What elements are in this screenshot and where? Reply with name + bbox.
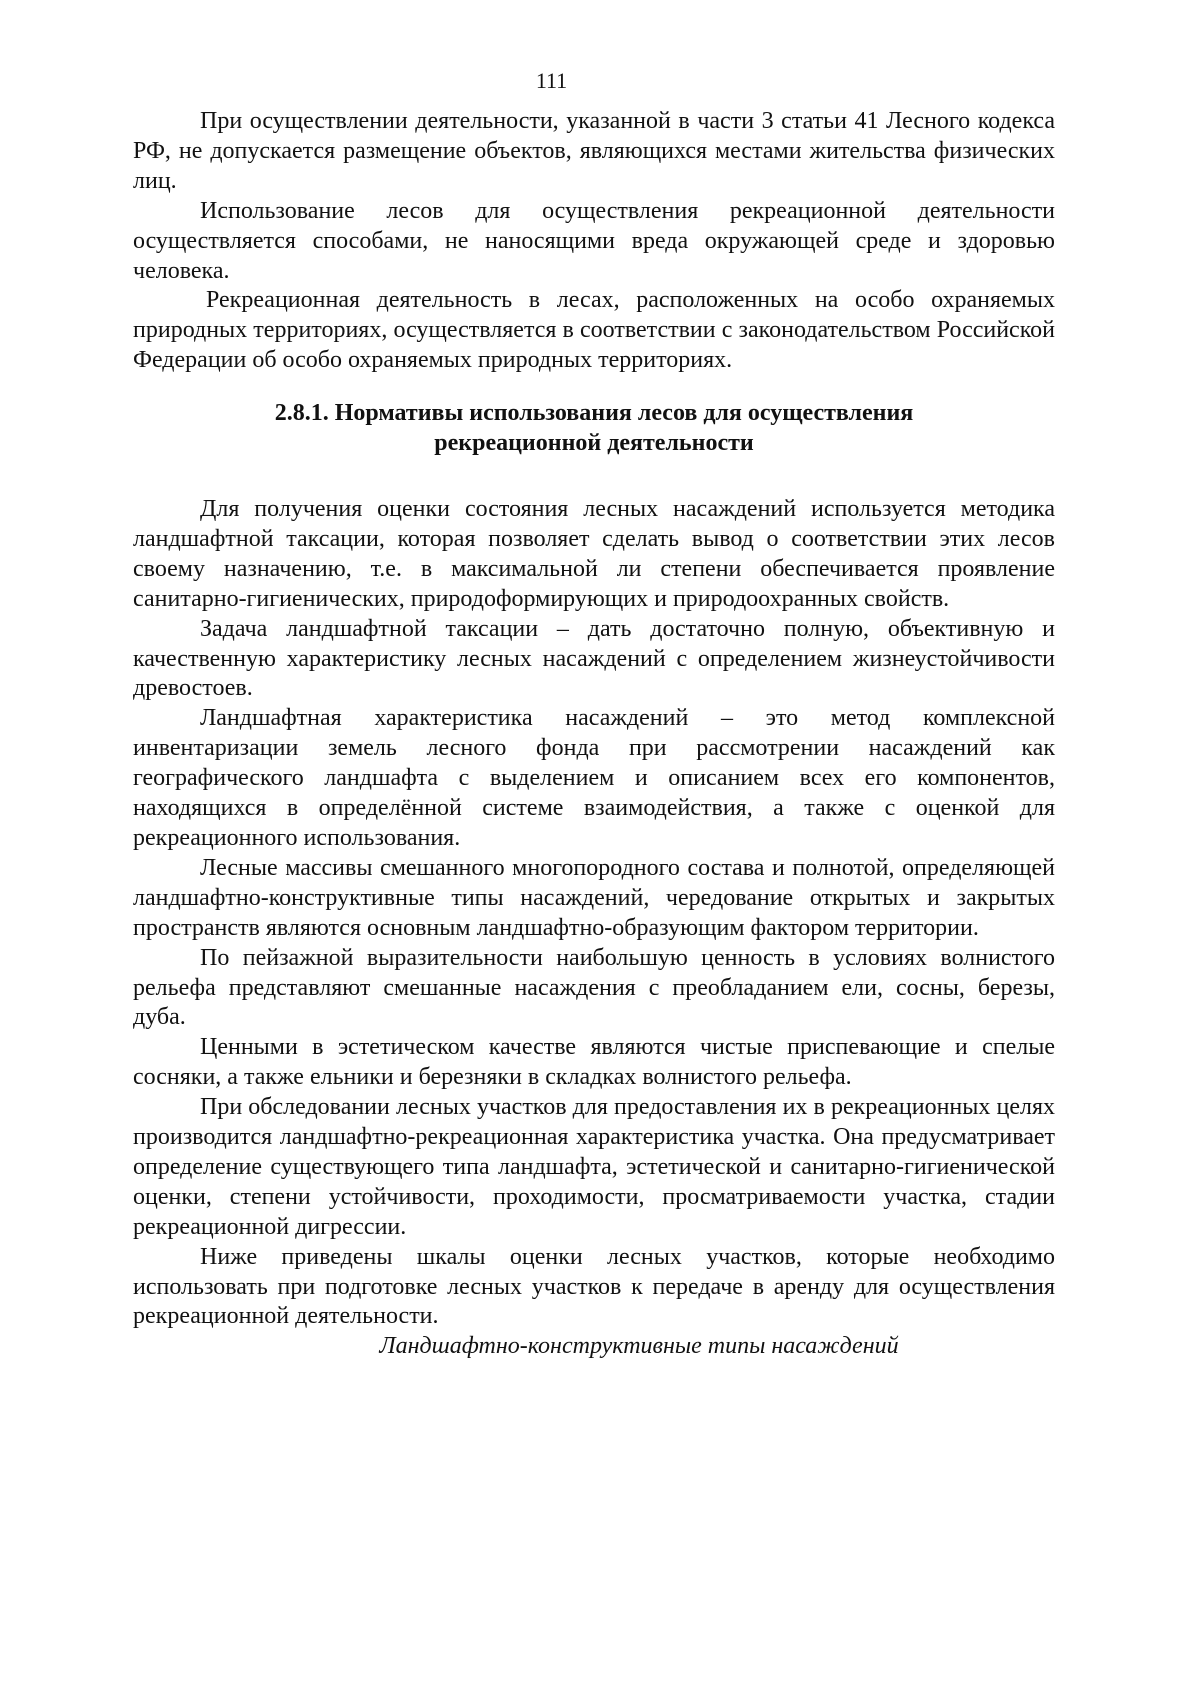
section-heading xyxy=(133,398,1055,458)
paragraph: Использование лесов для осуществления рекреационной деятельности осуществляется способами, не наносящими вреда окружающей среде и здоровью человека. xyxy=(133,197,1055,284)
paragraph: Ландшафтная характеристика насаждений – это метод комплексной инвентаризации земель лесного фонда при рассмотрении насаждений как географического ландшафта с выделением и описанием всех его компонентов, находящихся в определённой системе взаимодействия, а также с оценкой для рекреационного использования. xyxy=(133,705,1055,851)
paragraph: Ценными в эстетическом качестве являются чистые приспевающие и спелые сосняки, а также ельники и березняки в складках волнистого рельефа. xyxy=(133,1034,1055,1091)
paragraph: Рекреационная деятельность в лесах, расположенных на особо охраняемых природных территориях, осуществляется в соответствии с законодательством Российской Федерации об особо охраняемых природных территориях. xyxy=(133,287,1055,374)
page-number: 111 xyxy=(535,68,568,93)
paragraph: Ниже приведены шкалы оценки лесных участков, которые необходимо использовать при подготовке лесных участков к передаче в аренду для осуществления рекреационной деятельности. xyxy=(133,1243,1055,1330)
paragraph: При обследовании лесных участков для предоставления их в рекреационных целях производится ландшафтно-рекреационная характеристика участка. Она предусматривает определение существующего типа ландшафта, эстетической и санитарно-гигиенической оценки, степени устойчивости, проходимости, просматриваемости участка, стадии рекреационной дигрессии. xyxy=(133,1094,1055,1240)
table-caption-text: Ландшафтно-конструктивные типы насаждений xyxy=(379,1333,899,1360)
main-text-block xyxy=(133,495,1055,1362)
table-caption xyxy=(133,1332,1055,1362)
intro-text-block xyxy=(133,107,1055,376)
paragraph: Задача ландшафтной таксации – дать достаточно полную, объективную и качественную характеристику лесных насаждений с определением жизнеустойчивости древостоев. xyxy=(133,615,1055,702)
section-heading-line: 2.8.1. Нормативы использования лесов для осуществления xyxy=(274,400,914,426)
paragraph: Лесные массивы смешанного многопородного состава и полнотой, определяющей ландшафтно-конструктивные типы насаждений, чередование открытых и закрытых пространств являются основным ландшафтно-образующим фактором территории. xyxy=(133,854,1055,941)
section-heading-line: рекреационной деятельности xyxy=(434,430,754,456)
paragraph: Для получения оценки состояния лесных насаждений используется методика ландшафтной таксации, которая позволяет сделать вывод о соответствии этих лесов своему назначению, т.е. в максимальной ли степени обеспечивается проявление санитарно-гигиенических, природоформирующих и природоохранных свойств. xyxy=(133,496,1055,612)
paragraph: По пейзажной выразительности наибольшую ценность в условиях волнистого рельефа представляют смешанные насаждения с преобладанием ели, сосны, березы, дуба. xyxy=(133,944,1055,1031)
paragraph: При осуществлении деятельности, указанной в части 3 статьи 41 Лесного кодекса РФ, не допускается размещение объектов, являющихся местами жительства физических лиц. xyxy=(133,108,1055,194)
